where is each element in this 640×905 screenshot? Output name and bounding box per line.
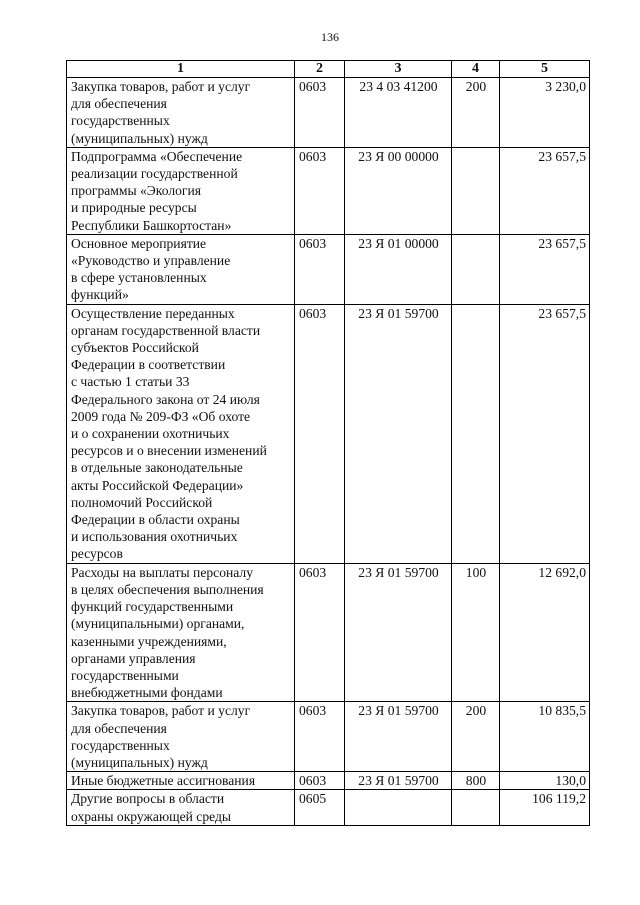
row-amount: 23 657,5: [500, 234, 590, 304]
row-type: [452, 234, 500, 304]
table-row: [67, 772, 590, 790]
row-type: [452, 790, 500, 825]
row-code: 23 4 03 41200: [345, 78, 452, 148]
row-name: Основное мероприятие «Руководство и управление в сфере установленных функций»: [67, 234, 295, 304]
table-row: [67, 147, 590, 234]
table-row: [67, 702, 590, 772]
row-section: 0603: [295, 702, 345, 772]
row-section: 0603: [295, 234, 345, 304]
row-code: 23 Я 01 59700: [345, 304, 452, 563]
table-row: [67, 304, 590, 563]
column-header-code: 3: [345, 61, 452, 78]
row-code: 23 Я 00 00000: [345, 147, 452, 234]
row-amount: 23 657,5: [500, 304, 590, 563]
column-header-amount: 5: [500, 61, 590, 78]
row-type: [452, 147, 500, 234]
row-code: 23 Я 01 00000: [345, 234, 452, 304]
row-name: Подпрограмма «Обеспечение реализации государственной программы «Экология и природные ресурсы Республики Башкортостан»: [67, 147, 295, 234]
row-type: 800: [452, 772, 500, 790]
row-type: 100: [452, 563, 500, 702]
row-type: 200: [452, 78, 500, 148]
row-code: 23 Я 01 59700: [345, 702, 452, 772]
row-section: 0603: [295, 147, 345, 234]
table-row: [67, 78, 590, 148]
row-section: 0603: [295, 563, 345, 702]
row-amount: 106 119,2: [500, 790, 590, 825]
row-code: 23 Я 01 59700: [345, 563, 452, 702]
column-header-type: 4: [452, 61, 500, 78]
row-name: Расходы на выплаты персоналу в целях обеспечения выполнения функций государственными (муниципальными) органами, казенными учреждениями, органами управления государственными внебюджетными фондами: [67, 563, 295, 702]
row-name: Закупка товаров, работ и услуг для обеспечения государственных (муниципальных) нужд: [67, 78, 295, 148]
column-header-name: 1: [67, 61, 295, 78]
row-amount: 3 230,0: [500, 78, 590, 148]
row-amount: 130,0: [500, 772, 590, 790]
row-type: [452, 304, 500, 563]
table-row: [67, 790, 590, 825]
row-section: 0603: [295, 772, 345, 790]
table-row: [67, 563, 590, 702]
row-section: 0603: [295, 78, 345, 148]
row-name: Иные бюджетные ассигнования: [67, 772, 295, 790]
budget-table: [66, 60, 590, 826]
row-amount: 10 835,5: [500, 702, 590, 772]
table-header-row: [67, 61, 590, 78]
row-name: Другие вопросы в области охраны окружающей среды: [67, 790, 295, 825]
row-code: 23 Я 01 59700: [345, 772, 452, 790]
row-amount: 23 657,5: [500, 147, 590, 234]
table-row: [67, 234, 590, 304]
row-section: 0603: [295, 304, 345, 563]
row-code: [345, 790, 452, 825]
page-number: 136: [321, 30, 339, 44]
row-type: 200: [452, 702, 500, 772]
column-header-section: 2: [295, 61, 345, 78]
row-name: Осуществление переданных органам государственной власти субъектов Российской Федерации в соответствии с частью 1 статьи 33 Федерального закона от 24 июля 2009 года № 209-ФЗ «Об охоте и о сохранении охотничьих ресурсов и о внесении изменений в отдельные законодательные акты Российской Федерации» полномочий Российской Федерации в области охраны и использования охотничьих ресурсов: [67, 304, 295, 563]
row-section: 0605: [295, 790, 345, 825]
row-name: Закупка товаров, работ и услуг для обеспечения государственных (муниципальных) нужд: [67, 702, 295, 772]
row-amount: 12 692,0: [500, 563, 590, 702]
